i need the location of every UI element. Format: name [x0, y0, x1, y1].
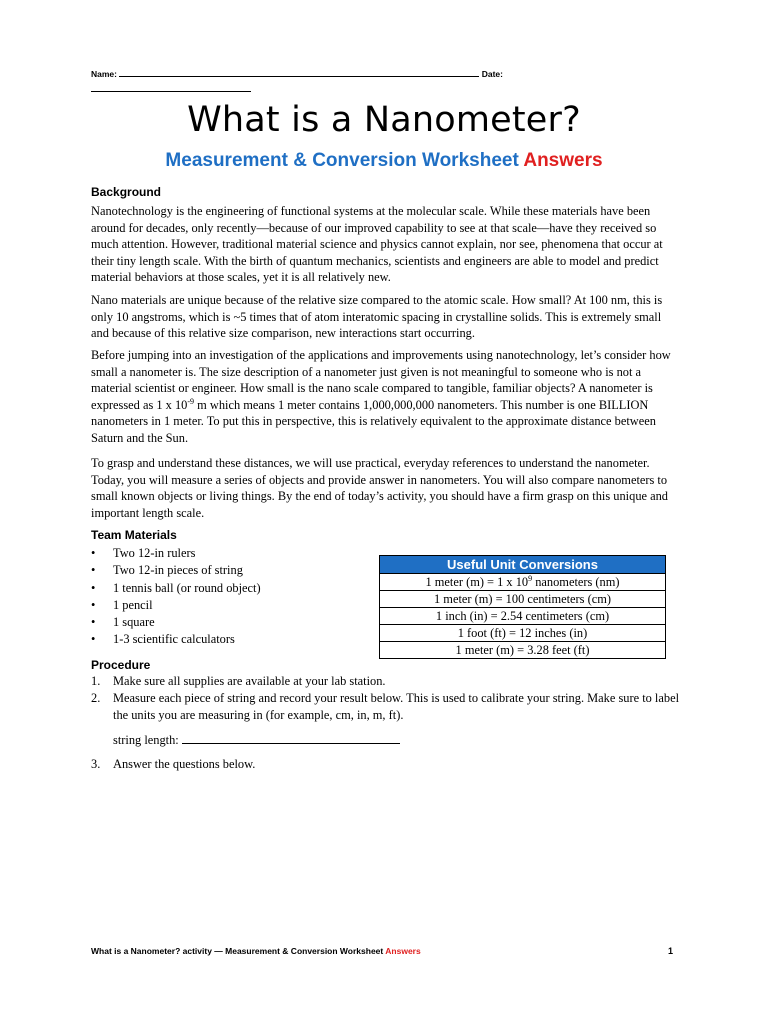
background-paragraph-2: Nano materials are unique because of the relative size compared to the atomic scale. How small? At 100 nm, this is only 10 angstroms, which is ~5 times that of atom interatomic spacing in crystalline solids. This is extremely small and because of this relative size comparison, new interactions start occurring.	[91, 293, 663, 341]
footer-text: What is a Nanometer? activity — Measurement & Conversion Worksheet	[91, 946, 384, 956]
footer	[91, 946, 421, 956]
exponent: 9	[528, 573, 533, 583]
list-item: • Two 12-in rulers	[91, 545, 261, 562]
name-label: Name:	[91, 69, 117, 79]
list-item: • 1 square	[91, 614, 261, 631]
page-number: 1	[668, 946, 674, 956]
step-text: Make sure all supplies are available at your lab station.	[113, 674, 386, 688]
background-paragraph-4: To grasp and understand these distances, we will use practical, everyday references to understand the nanometer. Today, you will measure a series of objects and provide answer in nanometers. You will also compare nanometers to small known objects or living things. By the end of today’s activity, you should have a firm grasp on this unique and important length scale.	[91, 456, 668, 520]
step-number: 1.	[91, 674, 101, 688]
list-item: • Two 12-in pieces of string	[91, 562, 261, 579]
procedure-heading: Procedure	[91, 658, 151, 672]
materials-list	[91, 545, 261, 649]
table-row: 1 meter (m) = 3.28 feet (ft)	[380, 642, 666, 659]
list-item: • 1-3 scientific calculators	[91, 631, 261, 648]
string-length-label: string length:	[113, 733, 179, 747]
background-paragraph-3	[91, 347, 681, 447]
paragraph-3-part-a: Before jumping into an investigation of the applications and improvements using nanotechnology, let’s consider how small a nanometer is. The size description of a nanometer just given is not meaningful to someone who is not a material scientist or engineer. How small is the nano scale compared to tangible, familiar objects? A nanometer is expressed as 1 x 10	[91, 348, 671, 412]
exponent: -9	[187, 396, 195, 406]
procedure-step-2	[91, 690, 681, 723]
name-field[interactable]	[119, 68, 479, 77]
paragraph-3-part-b: m which means 1 meter contains 1,000,000,000 nanometers. This number is one BILLION nanometers in 1 meter. To put this in perspective, this is relatively equivalent to the approximate distance between Saturn and the Sun.	[91, 397, 656, 445]
footer-highlight: Answers	[385, 946, 421, 956]
row-1-part-b: nanometers (nm)	[532, 575, 620, 589]
table-row: 1 inch (in) = 2.54 centimeters (cm)	[380, 608, 666, 625]
string-length-line	[113, 733, 400, 748]
subtitle-main: Measurement & Conversion Worksheet	[165, 150, 519, 171]
procedure-step-3	[91, 756, 681, 773]
list-item: • 1 pencil	[91, 597, 261, 614]
page-title: What is a Nanometer?	[187, 100, 581, 140]
background-paragraph-1: Nanotechnology is the engineering of functional systems at the molecular scale. While these materials have been around for decades, only recently—because of our improved capability to see at that scale—have they received so much attention. However, traditional material science and physics cannot explain, nor see, phenomena that occur at their tiny length scale. With the birth of quantum mechanics, scientists and engineers are able to model and predict material behaviors at those scales, yet it is all relatively new.	[91, 204, 663, 285]
name-date-line	[91, 68, 691, 79]
date-field[interactable]	[91, 82, 251, 92]
table-row: 1 meter (m) = 100 centimeters (cm)	[380, 591, 666, 608]
list-item: • 1 tennis ball (or round object)	[91, 580, 261, 597]
step-number: 2.	[91, 691, 101, 705]
step-number: 3.	[91, 757, 101, 771]
string-length-field[interactable]	[182, 733, 400, 744]
date-label: Date:	[481, 69, 503, 79]
team-materials-heading: Team Materials	[91, 528, 177, 542]
table-row	[380, 574, 666, 591]
page-subtitle	[0, 150, 768, 172]
row-1-part-a: 1 meter (m) = 1 x 10	[425, 575, 529, 589]
table-row: 1 foot (ft) = 12 inches (in)	[380, 625, 666, 642]
procedure-step-1	[91, 673, 681, 690]
unit-conversions-table	[379, 555, 666, 659]
table-title: Useful Unit Conversions	[380, 556, 666, 574]
step-text: Answer the questions below.	[113, 757, 256, 771]
background-heading: Background	[91, 185, 162, 199]
subtitle-highlight: Answers	[523, 150, 603, 171]
step-text: Measure each piece of string and record your result below. This is used to calibrate your string. Make sure to label the units you are measuring in (for example, cm, in, m, ft).	[113, 691, 680, 722]
